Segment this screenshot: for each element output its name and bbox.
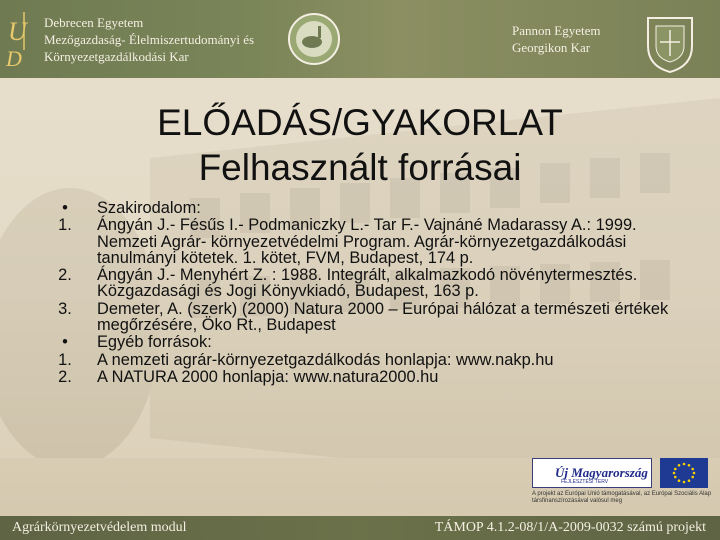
footer-project-id: TÁMOP 4.1.2-08/1/A-2009-0032 számú projekt bbox=[434, 520, 706, 535]
uj-magyarorszag-logo-subtext: FEJLESZTÉSI TERV bbox=[561, 479, 609, 485]
list-item-text: A NATURA 2000 honlapja: www.natura2000.hu bbox=[97, 367, 439, 386]
header-band bbox=[0, 0, 720, 78]
list-item bbox=[50, 267, 690, 300]
list-marker: 3. bbox=[58, 299, 72, 318]
list-marker: • bbox=[62, 199, 68, 217]
source-list bbox=[50, 200, 690, 386]
left-line-1: Debrecen Egyetem bbox=[44, 15, 144, 30]
funding-note: A projekt az Európai Unió támogatásával, az Európai Szociális Alap társfinanszírozásával valósul meg bbox=[532, 491, 712, 504]
list-marker: 2. bbox=[58, 367, 72, 386]
list-marker: • bbox=[62, 333, 68, 352]
list-item bbox=[50, 301, 690, 334]
left-line-2: Mezőgazdaság- Élelmiszertudományi és bbox=[44, 32, 255, 47]
list-item-text: Ángyán J.- Fésűs I.- Podmaniczky L.- Tar F.- Vajnáné Madarassy A.: 1999. Nemzeti Agrár- környezetvédelmi Program. Agrár-környezetgazdálkodási tanulmányi kötetek. 1. kötet, FVM, Budapest, 174 p. bbox=[97, 216, 637, 267]
footer-band bbox=[0, 516, 720, 540]
faculty-emblem-icon bbox=[288, 10, 340, 68]
list-item bbox=[50, 200, 690, 216]
list-item-text: Demeter, A. (szerk) (2000) Natura 2000 – Európai hálózat a természeti értékek megőrzésére, Öko Rt., Budapest bbox=[97, 299, 669, 335]
left-line-3: Környezetgazdálkodási Kar bbox=[44, 49, 189, 64]
uj-magyarorszag-logo bbox=[532, 458, 652, 488]
eu-flag-icon bbox=[660, 458, 708, 488]
list-item bbox=[50, 352, 690, 368]
university-logo-icon bbox=[4, 10, 34, 70]
list-item bbox=[50, 369, 690, 385]
list-marker: 2. bbox=[58, 266, 72, 285]
svg-text:D: D bbox=[6, 46, 22, 70]
title-line-1: ELŐADÁS/GYAKORLAT bbox=[157, 102, 563, 143]
list-marker: 1. bbox=[58, 350, 72, 369]
svg-text:U: U bbox=[8, 17, 27, 46]
list-item-text: Egyéb források: bbox=[97, 333, 212, 352]
list-item-text: Szakirodalom: bbox=[97, 199, 201, 217]
list-item-text: A nemzeti agrár-környezetgazdálkodás honlapja: www.nakp.hu bbox=[97, 350, 554, 369]
list-item-text: Ángyán J.- Menyhért Z. : 1988. Integrált, alkalmazkodó növénytermesztés. Közgazdasági és Jogi Könyvkiadó, Budapest, 163 p. bbox=[97, 266, 638, 301]
list-item bbox=[50, 217, 690, 266]
uj-magyarorszag-logo-text: Új Magyarország bbox=[555, 465, 648, 480]
list-item bbox=[50, 334, 690, 350]
title-line-2: Felhasznált forrásai bbox=[198, 147, 522, 188]
left-institution-name bbox=[44, 14, 254, 65]
footer-module-name: Agrárkörnyezetvédelem modul bbox=[12, 520, 187, 535]
right-line-2: Georgikon Kar bbox=[512, 40, 591, 55]
right-line-1: Pannon Egyetem bbox=[512, 23, 601, 38]
list-marker: 1. bbox=[58, 216, 72, 235]
georgikon-crest-icon bbox=[642, 12, 698, 74]
funding-logos bbox=[532, 458, 712, 512]
slide-title bbox=[60, 100, 660, 190]
right-institution-name bbox=[512, 22, 600, 56]
